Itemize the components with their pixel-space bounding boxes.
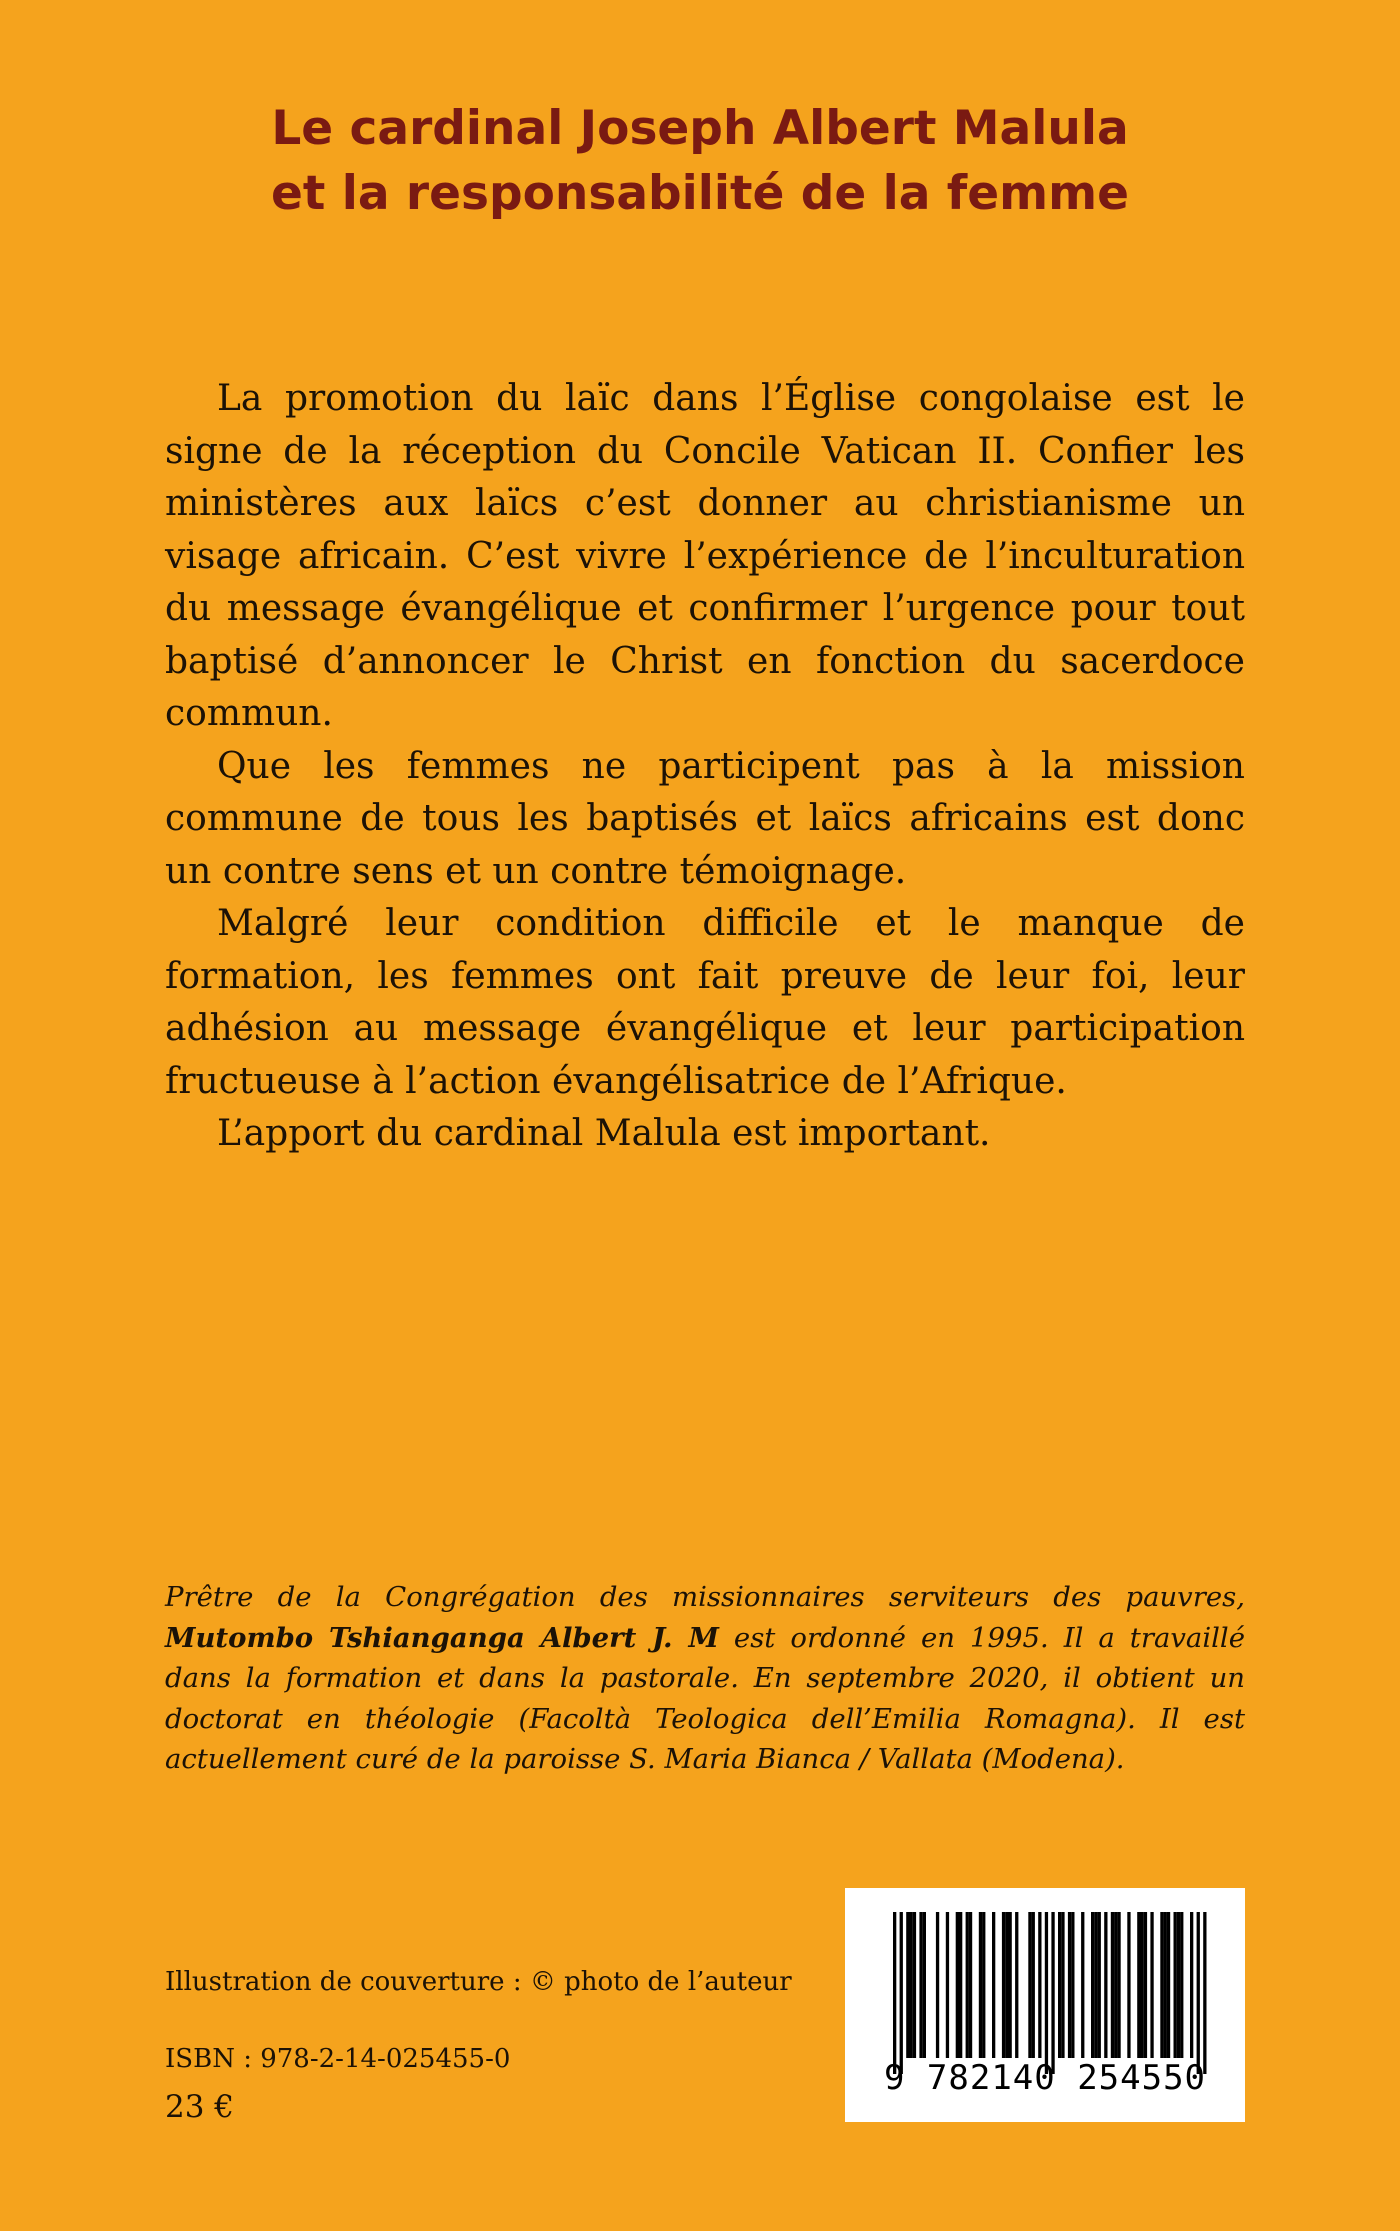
barcode-bar <box>969 1912 972 2058</box>
barcode-bar <box>936 1912 939 2058</box>
barcode-bar <box>1111 1912 1114 2058</box>
barcode-bar <box>1051 1912 1054 2074</box>
barcode-bar <box>1114 1912 1117 2058</box>
barcode-bar <box>900 1912 903 2074</box>
barcode-bar <box>913 1912 916 2058</box>
barcode-bar <box>1180 1912 1183 2058</box>
book-title <box>0 96 1400 226</box>
barcode-bar <box>1177 1912 1180 2058</box>
barcode-bar <box>1068 1912 1071 2058</box>
barcode-bar <box>1160 1912 1163 2058</box>
barcode-bar <box>1098 1912 1101 2058</box>
book-title-line-2: et la responsabilité de la femme <box>271 166 1129 221</box>
barcode-bar <box>1015 1912 1018 2058</box>
barcode-bar <box>1127 1912 1130 2058</box>
barcode-bar <box>1094 1912 1097 2058</box>
author-bio <box>165 1577 1245 1780</box>
price: 23 € <box>165 2089 235 2125</box>
barcode-bar <box>923 1912 926 2058</box>
barcode-bar <box>1005 1912 1008 2058</box>
barcode-bar <box>1061 1912 1064 2058</box>
barcode-bar <box>906 1912 909 2058</box>
barcode-bar <box>1150 1912 1153 2058</box>
summary-paragraph-2: Que les femmes ne participent pas à la mission commune de tous les baptisés et laïcs africains est donc un contre sens et un contre témoignage. <box>165 745 1245 892</box>
barcode-bar <box>946 1912 949 2058</box>
book-title-line-1: Le cardinal Joseph Albert Malula <box>271 101 1129 156</box>
barcode-digits: 9 782140 254550 <box>883 2058 1207 2098</box>
barcode-bar <box>1002 1912 1005 2058</box>
summary-paragraph-3: Malgré leur condition difficile et le manque de formation, les femmes ont fait preuve de leur foi, leur adhésion au message évangélique et leur participation fructueuse à l’action évangélisatrice de l’Afrique. <box>165 903 1245 1102</box>
barcode-bar <box>1190 1912 1193 2058</box>
barcode-bar <box>1144 1912 1147 2058</box>
barcode <box>845 1888 1245 2122</box>
barcode-bar <box>1203 1912 1206 2074</box>
barcode-bar <box>1164 1912 1167 2058</box>
summary-text <box>165 373 1245 1161</box>
barcode-bar <box>1197 1912 1200 2074</box>
barcode-bar <box>1058 1912 1061 2058</box>
barcode-bar <box>1038 1912 1041 2058</box>
barcode-bar <box>1174 1912 1177 2058</box>
barcode-bar <box>1028 1912 1031 2058</box>
barcode-bar <box>982 1912 985 2058</box>
barcode-bar <box>1091 1912 1094 2058</box>
barcode-bar <box>1137 1912 1140 2058</box>
author-bio-intro: Prêtre de la Congrégation des missionnaires serviteurs des pauvres, <box>165 1581 1245 1613</box>
barcode-bar <box>1009 1912 1012 2058</box>
barcode-bar <box>959 1912 962 2058</box>
barcode-bar <box>910 1912 913 2058</box>
isbn: ISBN : 978-2-14-025455-0 <box>165 2044 511 2074</box>
barcode-bar <box>1117 1912 1120 2058</box>
barcode-bar <box>1104 1912 1107 2058</box>
author-name: Mutombo Tshianganga Albert J. M <box>165 1621 719 1654</box>
cover-credit: Illustration de couverture : © photo de l’auteur <box>165 1967 792 1997</box>
barcode-bar <box>1167 1912 1170 2058</box>
barcode-bar <box>966 1912 969 2058</box>
barcode-bar <box>1045 1912 1048 2074</box>
barcode-bar <box>1141 1912 1144 2058</box>
barcode-bar <box>956 1912 959 2058</box>
barcode-bar <box>979 1912 982 2058</box>
author-bio-paragraph <box>165 1577 1245 1780</box>
barcode-bar <box>1081 1912 1084 2058</box>
author-bio-details: est ordonné en 1995. Il a travaillé dans la formation et dans la pastorale. En septembre 2020, il obtient un doctorat en théologie (Facoltà Teologica dell’Emilia Romagna). Il est actuellement curé de la paroisse S. Maria Bianca / Vallata (Modena). <box>165 1621 1245 1775</box>
barcode-bar <box>992 1912 995 2058</box>
summary-paragraph-1: La promotion du laïc dans l’Église congolaise est le signe de la réception du Concile Vatican II. Confier les ministères aux laïcs c’est donner au christianisme un visage africain. C’est vivre l’expérience de l’inculturation du message évangélique et confirmer l’urgence pour tout baptisé d’annoncer le Christ en fonction du sacerdoce commun. <box>165 378 1245 734</box>
barcode-bar <box>1032 1912 1035 2058</box>
summary-paragraph-4: L’apport du cardinal Malula est important. <box>217 1113 991 1154</box>
barcode-bar <box>1071 1912 1074 2058</box>
barcode-bar <box>919 1912 922 2058</box>
barcode-bar <box>893 1912 896 2074</box>
